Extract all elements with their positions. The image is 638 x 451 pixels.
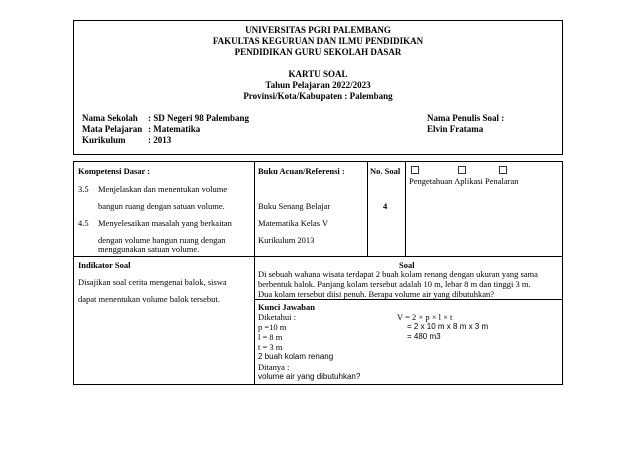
competency-title: Kompetensi Dasar : [78, 166, 151, 176]
column-divider [367, 162, 368, 256]
subject-value: : Matematika [148, 124, 201, 134]
author-label: Nama Penulis Soal : [427, 113, 505, 123]
question-card-table [73, 161, 563, 385]
answer-asked-label: Ditanya : [258, 362, 290, 372]
curriculum-label: Kurikulum [82, 135, 126, 145]
indicator-title: Indikator Soal [78, 260, 131, 270]
reference-title: Buku Acuan/Referensi : [258, 166, 345, 176]
question-line: Dua kolam tersebut diisi penuh. Berapa volume air yang dibutuhkan? [258, 289, 495, 299]
competency-num-1: 3.5 [78, 184, 89, 194]
reference-line: Buku Senang Belajar [258, 201, 331, 211]
competency-num-2: 4.5 [78, 218, 89, 228]
faculty-name: FAKULTAS KEGURUAN DAN ILMU PENDIDIKAN [212, 36, 424, 46]
competency-line: menggunakan satuan volume. [98, 244, 200, 254]
school-label: Nama Sekolah [82, 113, 138, 123]
question-number-value: 4 [383, 201, 388, 211]
subject-label: Mata Pelajaran [82, 124, 143, 134]
competency-line: bangun ruang dengan satuan volume. [98, 201, 225, 211]
answer-pool-count: 2 buah kolam renang [258, 352, 334, 361]
competency-line: Menjelaskan dan menentukan volume [98, 184, 228, 194]
question-line: Di sebuah wahana wisata terdapat 2 buah kolam renang dengan ukuran yang sama [258, 269, 538, 279]
answer-title: Kunci Jawaban [258, 302, 315, 312]
curriculum-value: : 2013 [148, 135, 172, 145]
answer-asked: volume air yang dibutuhkan? [258, 372, 361, 381]
cognitive-levels-label: Pengetahuan Aplikasi Penalaran [409, 176, 519, 186]
question-title: Soal [399, 260, 415, 270]
row-divider [74, 256, 562, 257]
level-reasoning-checkbox[interactable] [499, 166, 507, 174]
school-value: : SD Negeri 98 Palembang [148, 113, 249, 123]
answer-known-height: t = 3 m [258, 342, 283, 352]
answer-known-length: p =10 m [258, 322, 287, 332]
answer-step-2: = 480 m3 [407, 332, 441, 341]
level-knowledge-checkbox[interactable] [411, 166, 419, 174]
answer-known-label: Diketahui : [258, 312, 297, 322]
reference-line: Kurikulum 2013 [258, 235, 315, 245]
program-name: PENDIDIKAN GURU SEKOLAH DASAR [234, 47, 402, 57]
column-divider [254, 162, 255, 384]
competency-line: Menyelesaikan masalah yang berkaitan [98, 218, 232, 228]
header-frame [73, 20, 563, 155]
level-application-checkbox[interactable] [458, 166, 466, 174]
column-divider [405, 162, 406, 256]
competency-line: dengan volume bangun ruang dengan [98, 235, 226, 245]
row-divider [254, 299, 562, 300]
indicator-line: dapat menentukan volume balok tersebut. [78, 294, 220, 304]
reference-line: Matematika Kelas V [258, 218, 329, 228]
answer-known-width: l = 8 m [258, 332, 283, 342]
card-title: KARTU SOAL [288, 69, 348, 79]
answer-step-1: = 2 x 10 m x 8 m x 3 m [407, 322, 489, 331]
answer-formula: V = 2 × p × l × t [397, 312, 453, 322]
indicator-line: Disajikan soal cerita mengenai balok, siswa [78, 277, 227, 287]
university-name: UNIVERSITAS PGRI PALEMBANG [245, 25, 391, 35]
region: Provinsi/Kota/Kabupaten : Palembang [243, 91, 393, 101]
school-year: Tahun Pelajaran 2022/2023 [265, 80, 371, 90]
question-line: berbentuk balok. Panjang kolam tersebut adalah 10 m, lebar 8 m dan tinggi 3 m. [258, 279, 531, 289]
author-value: Elvin Fratama [427, 124, 484, 134]
question-number-title: No. Soal [370, 166, 401, 176]
